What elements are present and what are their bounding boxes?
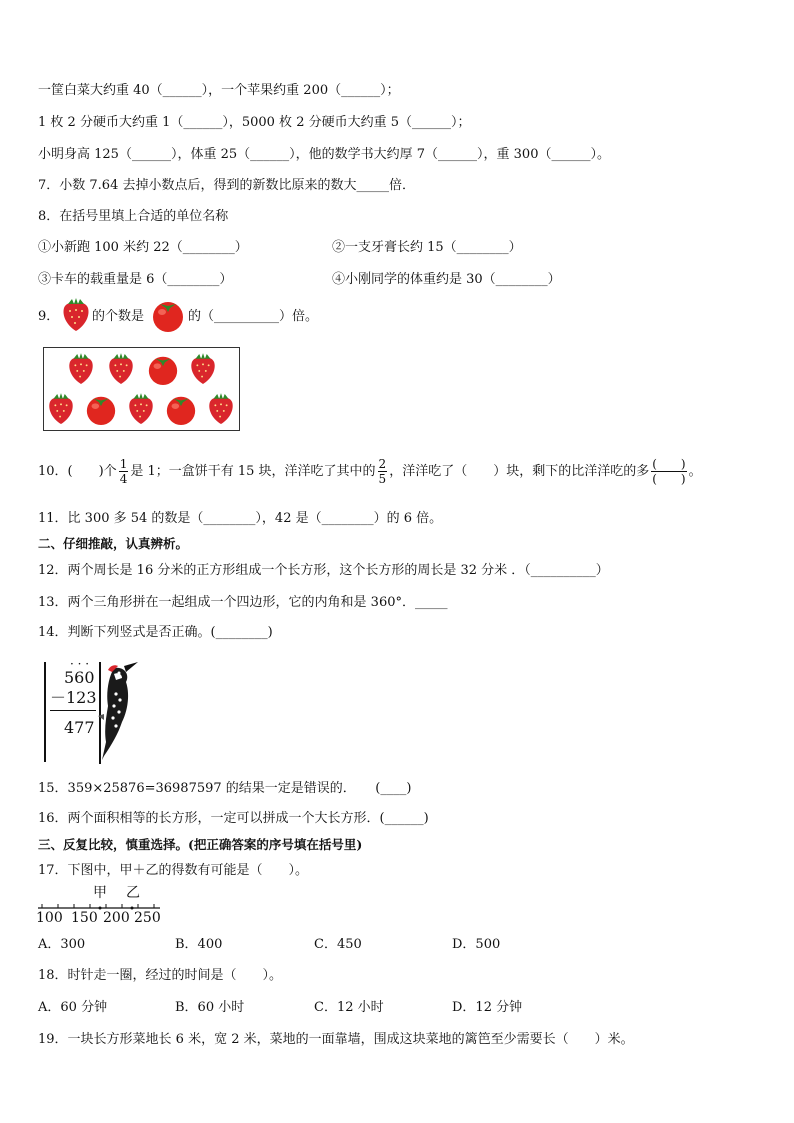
q17-option-d: D．500: [452, 937, 501, 952]
fraction-numerator: 1: [119, 457, 128, 471]
question-10-part-b: 是 1；一盒饼干有 15 块，洋洋吃了其中的: [130, 464, 376, 479]
tick-label-100: 100: [36, 910, 63, 926]
q18-option-d: D．12 分钟: [452, 1000, 523, 1015]
question-8: 8．在括号里填上合适的单位名称: [38, 209, 229, 224]
strawberry-icon: [126, 392, 156, 426]
question-15: 15．359×25876=36987597 的结果一定是错误的． (____): [38, 781, 412, 796]
question-9-prefix: 9．: [38, 309, 60, 324]
tomato-icon: [150, 297, 186, 333]
strawberry-icon: [106, 352, 136, 386]
vertical-subtraction: [44, 657, 144, 764]
question-8-d: ④小刚同学的体重约是 30（________）: [332, 272, 561, 287]
question-9-mid: 的个数是: [92, 309, 145, 324]
question-7: 7．小数 7.64 去掉小数点后，得到的新数比原来的数大_____倍．: [38, 178, 415, 193]
strawberry-icon: [46, 392, 76, 426]
strawberry-icon: [60, 297, 92, 333]
vertical-bar-left: [44, 662, 46, 762]
fraction-denominator: 5: [378, 472, 387, 486]
q17-option-a: A．300: [38, 937, 86, 952]
fraction-denominator: 4: [119, 472, 128, 486]
fraction-numerator: 2: [378, 457, 387, 471]
q18-option-a: A．60 分钟: [38, 1000, 108, 1015]
section-2-heading: 二、仔细推敲，认真辨析。: [38, 536, 189, 551]
tick-label-250: 250: [134, 910, 161, 926]
question-17: 17．下图中，甲＋乙的得数有可能是（ ）。: [38, 863, 309, 878]
fruit-picture-box: [43, 347, 240, 431]
question-9-suffix: 的（__________）倍。: [188, 309, 319, 324]
q17-option-b: B．400: [175, 937, 223, 952]
question-19: 19．一块长方形菜地长 6 米，宽 2 米，菜地的一面靠墙，围成这块菜地的篱笆至少需要长（ ）米。: [38, 1032, 634, 1047]
question-11: 11．比 300 多 54 的数是（________），42 是（________）的 6 倍。: [38, 511, 443, 526]
subtrahend: －123: [50, 688, 97, 707]
unit-fill-line-2: 1 枚 2 分硬币大约重 1（______），5000 枚 2 分硬币大约重 5（______）；: [38, 115, 471, 130]
question-18: 18．时针走一圈，经过的时间是（ ）。: [38, 968, 283, 983]
fraction-denominator: ( ): [652, 472, 686, 486]
fraction-blank: [651, 457, 686, 486]
tick-label-200: 200: [103, 910, 130, 926]
tomato-icon: [164, 392, 198, 426]
label-yi: 乙: [126, 885, 140, 901]
carry-dots: · · ·: [70, 657, 90, 671]
question-10-part-c: ，洋洋吃了（ ）块，剩下的比洋洋吃的多: [389, 464, 650, 479]
question-14: 14．判断下列竖式是否正确。(________): [38, 625, 273, 640]
tomato-icon: [146, 352, 180, 386]
calc-rule: [50, 710, 96, 711]
question-8-c: ③卡车的载重量是 6（________）: [38, 272, 233, 287]
q18-option-b: B．60 小时: [175, 1000, 245, 1015]
fraction-numerator: ( ): [652, 457, 686, 471]
question-8-b: ②一支牙膏长约 15（________）: [332, 240, 522, 255]
tick-label-150: 150: [71, 910, 98, 926]
woodpecker-icon: [94, 660, 140, 764]
q17-option-c: C．450: [314, 937, 362, 952]
question-12: 12．两个周长是 16 分米的正方形组成一个长方形，这个长方形的周长是 32 分米 ．（__________）: [38, 563, 609, 578]
minuend: 560: [64, 668, 95, 687]
strawberry-icon: [188, 352, 218, 386]
question-8-a: ①小新跑 100 米约 22（________）: [38, 240, 248, 255]
strawberry-icon: [66, 352, 96, 386]
question-13: 13．两个三角形拼在一起组成一个四边形，它的内角和是 360°．_____: [38, 595, 448, 610]
section-3-heading: 三、反复比较，慎重选择。(把正确答案的序号填在括号里): [38, 837, 363, 852]
fraction-two-fifths: [378, 457, 388, 486]
question-10: [38, 455, 702, 489]
q18-option-c: C．12 小时: [314, 1000, 384, 1015]
strawberry-icon: [206, 392, 236, 426]
question-16: 16．两个面积相等的长方形，一定可以拼成一个大长方形．(______): [38, 811, 429, 826]
fraction-one-quarter: [119, 457, 129, 486]
tomato-icon: [84, 392, 118, 426]
label-jia: 甲: [93, 885, 107, 901]
question-10-part-a: 10．( )个: [38, 464, 117, 479]
unit-fill-line-1: 一筐白菜大约重 40（______），一个苹果约重 200（______）；: [38, 83, 400, 98]
unit-fill-line-3: 小明身高 125（______），体重 25（______），他的数学书大约厚 7（______），重 300（______）。: [38, 147, 610, 162]
question-10-end: 。: [688, 464, 702, 479]
difference: 477: [64, 718, 95, 737]
